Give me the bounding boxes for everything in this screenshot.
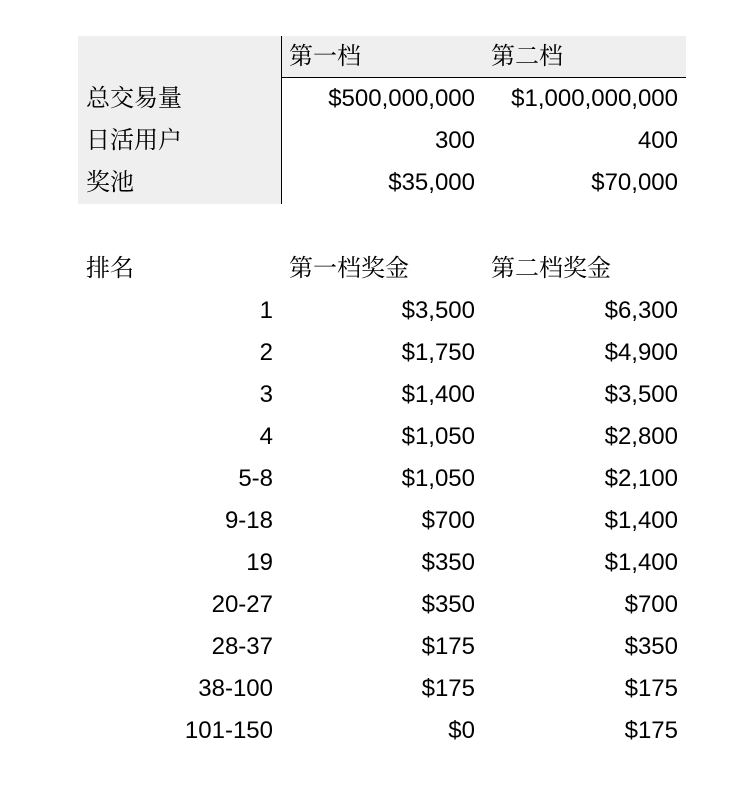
summary-header-tier1: 第一档 xyxy=(289,43,361,70)
summary-row-total-volume xyxy=(78,78,686,120)
tier1-prize-cell: $1,050 xyxy=(401,465,475,492)
tier1-prize-cell: $175 xyxy=(421,675,475,702)
summary-tier1-value: 300 xyxy=(434,127,475,154)
tier1-prize-cell: $350 xyxy=(421,591,475,618)
ranking-header-row xyxy=(78,248,686,290)
tier2-prize-cell: $4,900 xyxy=(604,339,678,366)
rank-cell: 19 xyxy=(246,549,273,576)
summary-table xyxy=(78,36,686,204)
ranking-row xyxy=(78,458,686,500)
ranking-header-tier2-prize: 第二档奖金 xyxy=(491,255,611,282)
ranking-row xyxy=(78,584,686,626)
summary-label: 总交易量 xyxy=(78,78,281,120)
tier2-prize-cell: $1,400 xyxy=(604,549,678,576)
ranking-header-tier1-prize: 第一档奖金 xyxy=(289,255,409,282)
summary-tier2-value: $1,000,000,000 xyxy=(511,85,678,112)
rank-cell: 38-100 xyxy=(198,675,273,702)
tier2-prize-cell: $700 xyxy=(624,591,678,618)
rank-cell: 4 xyxy=(259,423,273,450)
summary-tier2-value: $70,000 xyxy=(591,169,678,196)
tier2-prize-cell: $2,800 xyxy=(604,423,678,450)
tier2-prize-cell: $3,500 xyxy=(604,381,678,408)
summary-header-underline xyxy=(281,77,686,78)
tier1-prize-cell: $3,500 xyxy=(401,297,475,324)
tier1-prize-cell: $350 xyxy=(421,549,475,576)
rank-cell: 28-37 xyxy=(211,633,273,660)
ranking-row xyxy=(78,626,686,668)
tier2-prize-cell: $175 xyxy=(624,675,678,702)
tier2-prize-cell: $1,400 xyxy=(604,507,678,534)
ranking-row xyxy=(78,500,686,542)
ranking-row xyxy=(78,668,686,710)
tier2-prize-cell: $175 xyxy=(624,717,678,744)
tier1-prize-cell: $1,750 xyxy=(401,339,475,366)
ranking-header-rank: 排名 xyxy=(86,255,134,282)
rank-cell: 101-150 xyxy=(184,717,273,744)
tier1-prize-cell: $1,400 xyxy=(401,381,475,408)
tier1-prize-cell: $1,050 xyxy=(401,423,475,450)
ranking-row xyxy=(78,332,686,374)
tier2-prize-cell: $350 xyxy=(624,633,678,660)
tier1-prize-cell: $0 xyxy=(448,717,475,744)
rank-cell: 5-8 xyxy=(238,465,273,492)
summary-header-row xyxy=(78,36,686,78)
summary-tier2-value: 400 xyxy=(637,127,678,154)
summary-tier1-value: $35,000 xyxy=(388,169,475,196)
summary-label: 奖池 xyxy=(78,162,281,204)
summary-header-tier2: 第二档 xyxy=(491,43,563,70)
summary-row-prize-pool xyxy=(78,162,686,204)
ranking-row xyxy=(78,542,686,584)
ranking-row xyxy=(78,290,686,332)
tier2-prize-cell: $6,300 xyxy=(604,297,678,324)
tier1-prize-cell: $700 xyxy=(421,507,475,534)
summary-column-divider xyxy=(281,36,282,204)
ranking-row xyxy=(78,374,686,416)
ranking-table xyxy=(78,248,686,752)
rank-cell: 1 xyxy=(259,297,273,324)
rank-cell: 20-27 xyxy=(211,591,273,618)
ranking-row xyxy=(78,710,686,752)
summary-header-blank xyxy=(78,36,281,78)
summary-row-daily-active-users xyxy=(78,120,686,162)
rank-cell: 3 xyxy=(259,381,273,408)
rank-cell: 2 xyxy=(259,339,273,366)
tier2-prize-cell: $2,100 xyxy=(604,465,678,492)
ranking-row xyxy=(78,416,686,458)
tier1-prize-cell: $175 xyxy=(421,633,475,660)
summary-tier1-value: $500,000,000 xyxy=(328,85,475,112)
summary-label: 日活用户 xyxy=(78,120,281,162)
rank-cell: 9-18 xyxy=(224,507,273,534)
